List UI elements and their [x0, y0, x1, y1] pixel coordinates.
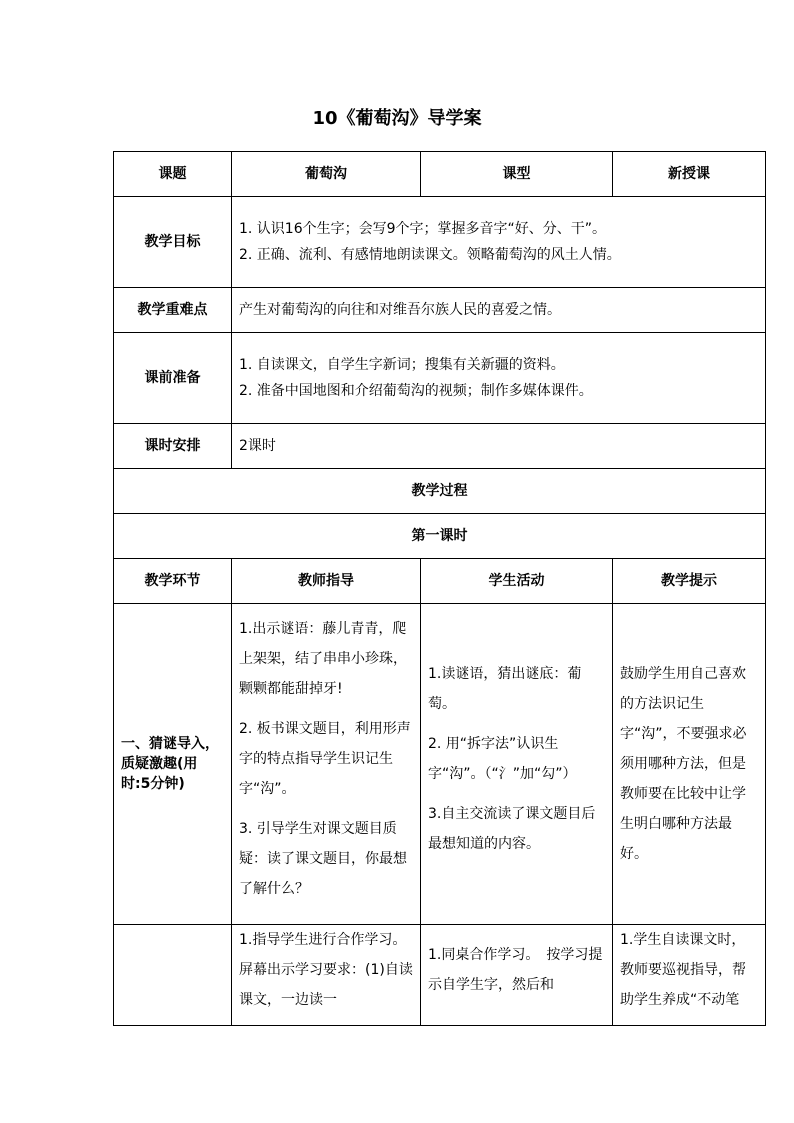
difficulties-label: 教学重难点 [114, 288, 232, 333]
preparation-item: 1. 自读课文，自学生字新词；搜集有关新疆的资料。 [239, 357, 565, 373]
topic-label: 课题 [114, 152, 232, 197]
teacher-step: 1.指导学生进行合作学习。屏幕出示学习要求：(1)自读课文，一边读一 [239, 932, 413, 1008]
type-label: 课型 [421, 152, 613, 197]
table-row [114, 925, 766, 1026]
stage-cell: 一、猜谜导入，质疑激趣(用时:5分钟) [114, 604, 232, 925]
preparation-content [232, 333, 766, 424]
student-cell [421, 925, 613, 1026]
column-header-teacher: 教师指导 [232, 559, 421, 604]
goals-content [232, 197, 766, 288]
stage-cell [114, 925, 232, 1026]
lesson-title-row [114, 514, 766, 559]
preparation-label: 课前准备 [114, 333, 232, 424]
student-step: 1.同桌合作学习。 按学习提示自学生字，然后和 [428, 947, 603, 993]
lesson-title: 第一课时 [114, 514, 766, 559]
column-header-tip: 教学提示 [613, 559, 766, 604]
header-row [114, 152, 766, 197]
goals-row [114, 197, 766, 288]
schedule-text: 2课时 [232, 424, 766, 469]
preparation-item: 2. 准备中国地图和介绍葡萄沟的视频；制作多媒体课件。 [239, 383, 593, 399]
goal-item: 2. 正确、流利、有感情地朗读课文。领略葡萄沟的风土人情。 [239, 247, 621, 263]
schedule-label: 课时安排 [114, 424, 232, 469]
process-title: 教学过程 [114, 469, 766, 514]
column-header-stage: 教学环节 [114, 559, 232, 604]
student-step: 3.自主交流读了课文题目后最想知道的内容。 [428, 806, 596, 852]
table-row [114, 604, 766, 925]
teacher-cell [232, 925, 421, 1026]
difficulties-text: 产生对葡萄沟的向往和对维吾尔族人民的喜爱之情。 [232, 288, 766, 333]
teacher-cell [232, 604, 421, 925]
column-header-row [114, 559, 766, 604]
process-title-row [114, 469, 766, 514]
preparation-row [114, 333, 766, 424]
teacher-step: 2. 板书课文题目，利用形声字的特点指导学生识记生字“沟”。 [239, 721, 411, 797]
type-value: 新授课 [613, 152, 766, 197]
goal-item: 1. 认识16个生字；会写9个字；掌握多音字“好、分、干”。 [239, 221, 607, 237]
student-step: 1.读谜语，猜出谜底：葡萄。 [428, 666, 582, 712]
teacher-step: 1.出示谜语：藤儿青青，爬上架架，结了串串小珍珠，颗颗都能甜掉牙! [239, 621, 407, 697]
schedule-row [114, 424, 766, 469]
tip-cell [613, 925, 766, 1026]
tip-cell [613, 604, 766, 925]
student-step: 2. 用“拆字法”认识生字“沟”。（“氵”加“勾”） [428, 736, 577, 782]
tip-text: 1.学生自读课文时，教师要巡视指导，帮助学生养成“不动笔 [620, 932, 746, 1008]
difficulties-row [114, 288, 766, 333]
student-cell [421, 604, 613, 925]
tip-text: 鼓励学生用自己喜欢的方法识记生字“沟”，不要强求必须用哪种方法，但是教师要在比较中让学生明白哪种方法最好。 [620, 666, 747, 862]
page-title: 10《葡萄沟》导学案 [312, 108, 482, 129]
column-header-student: 学生活动 [421, 559, 613, 604]
teacher-step: 3. 引导学生对课文题目质疑：读了课文题目，你最想了解什么？ [239, 821, 407, 897]
lesson-plan-table [113, 151, 766, 1026]
topic-value: 葡萄沟 [232, 152, 421, 197]
goals-label: 教学目标 [114, 197, 232, 288]
